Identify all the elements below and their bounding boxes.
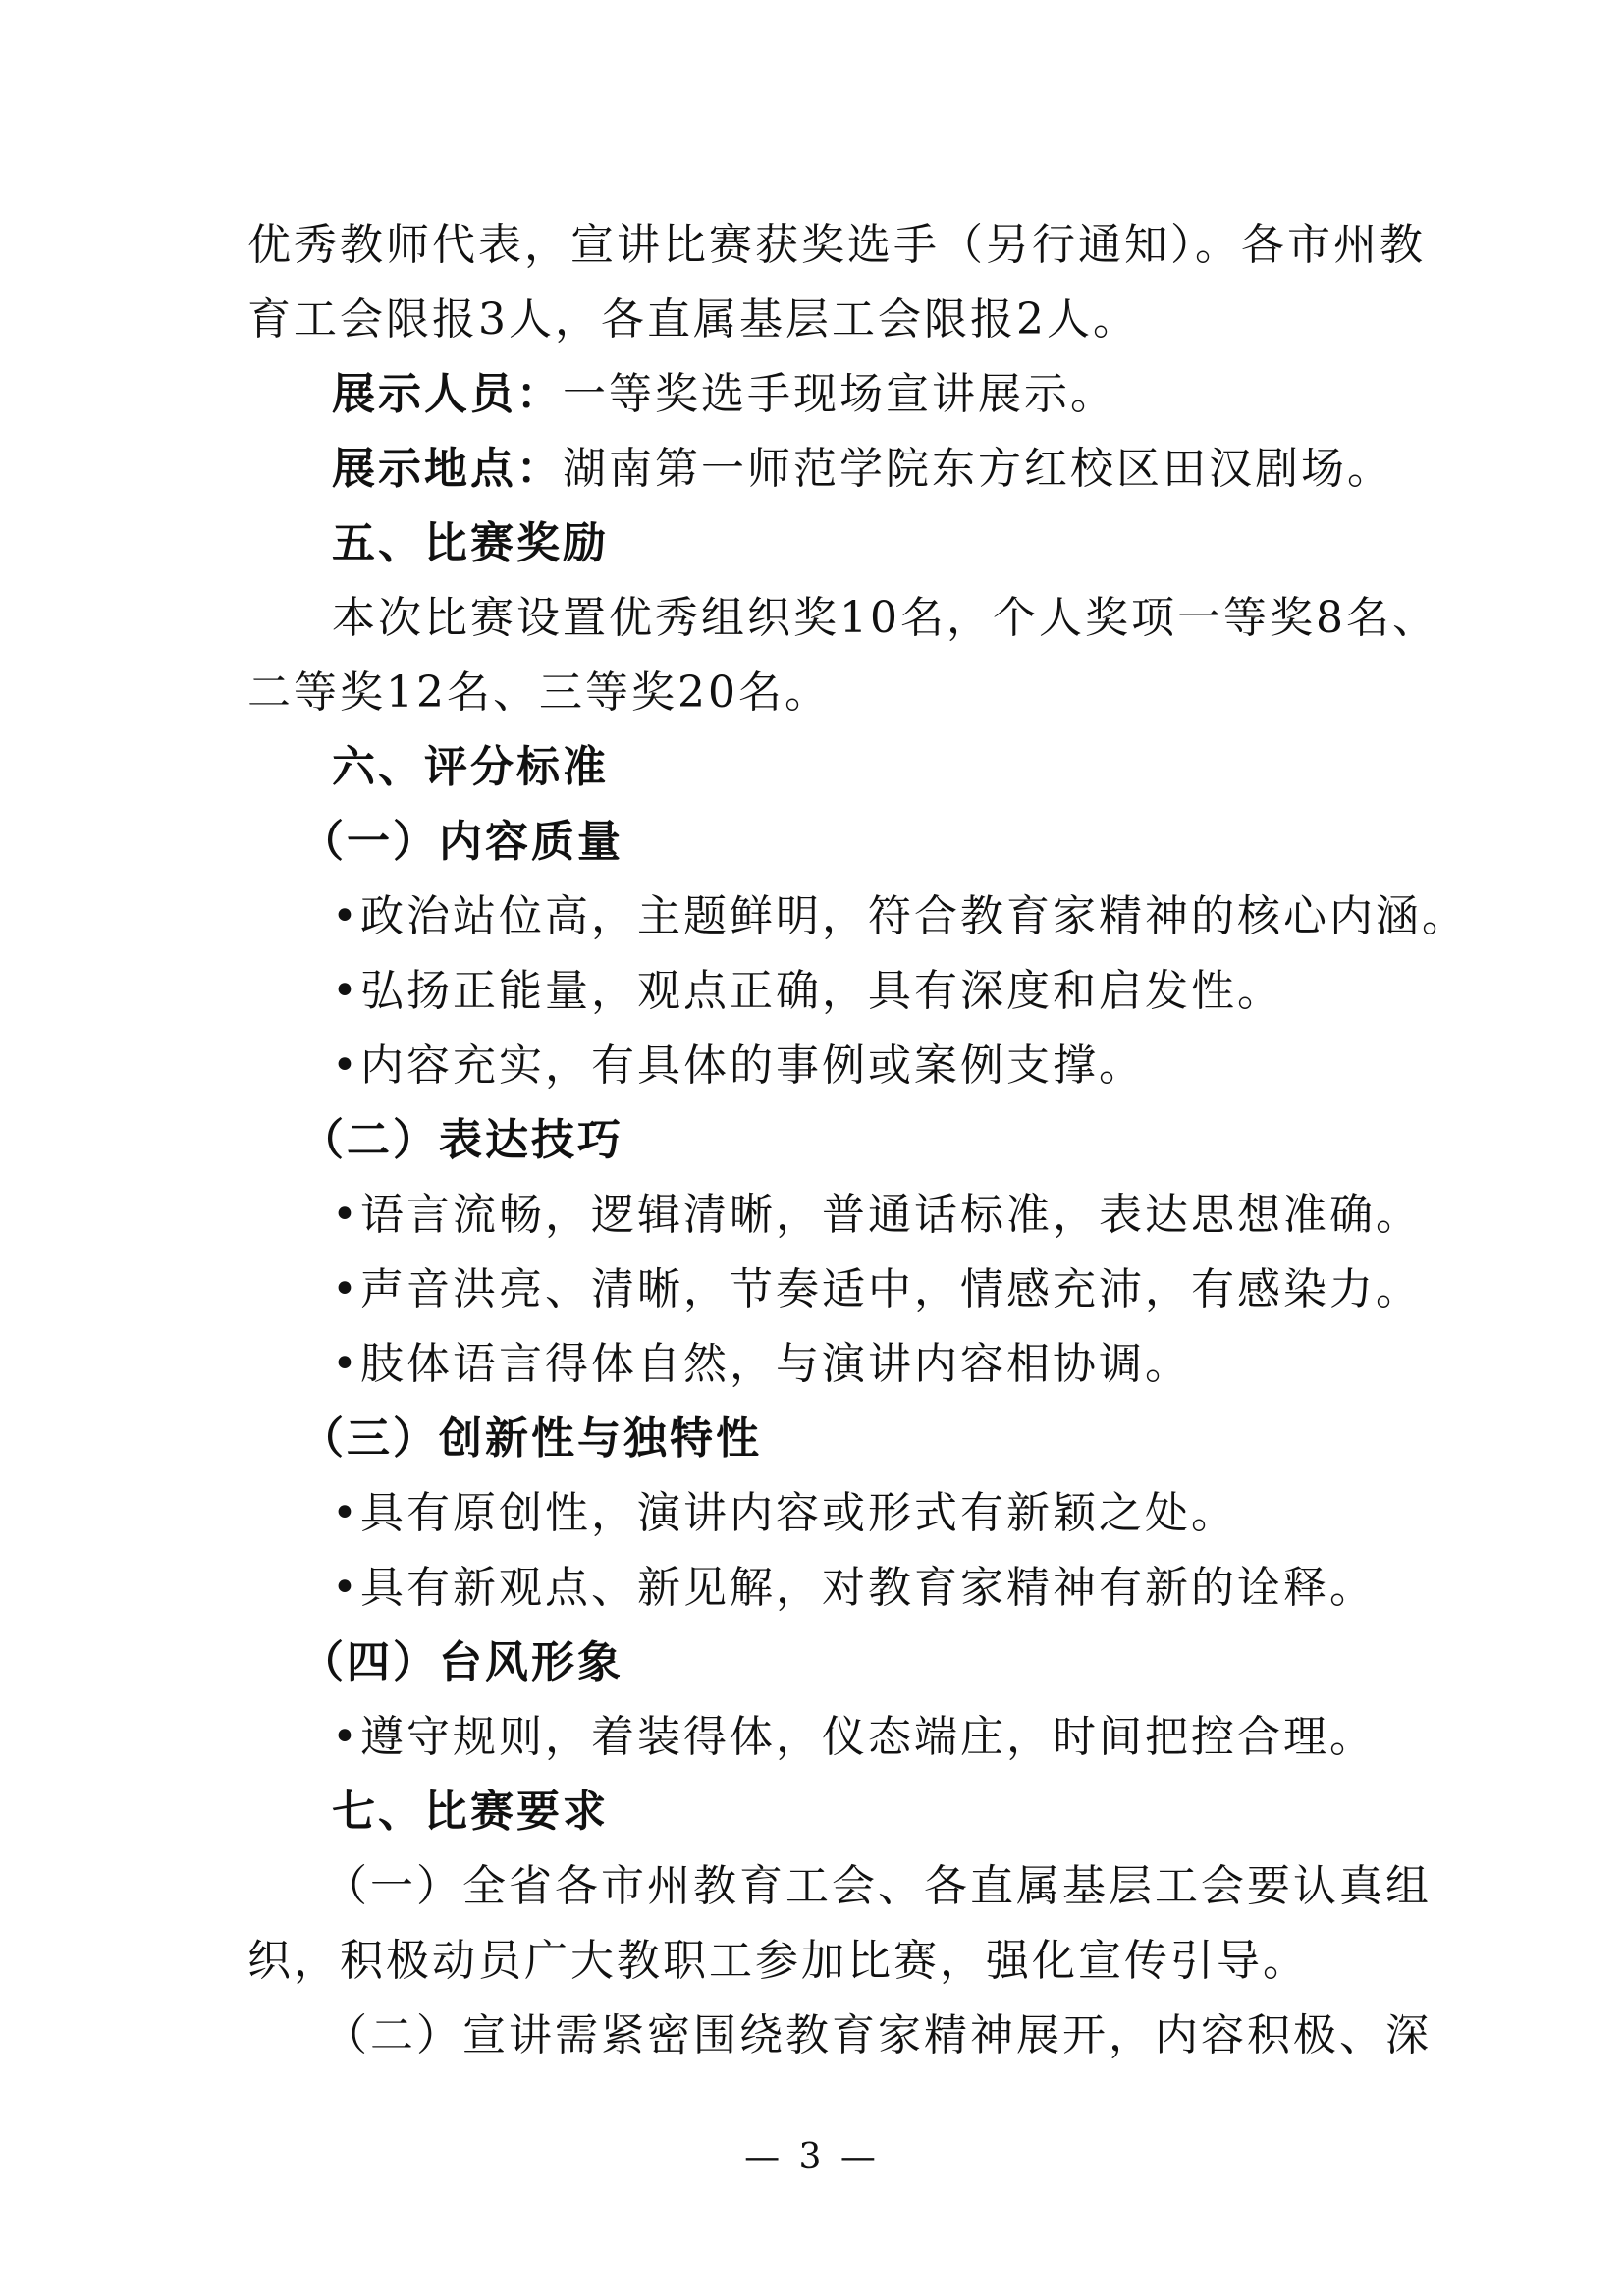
subheading-expression-skills: （二）表达技巧 xyxy=(300,1115,623,1165)
body-text-line: （二）宣讲需紧密围绕教育家精神展开，内容积极、深 xyxy=(324,2010,1432,2060)
section-heading-scoring: 六、评分标准 xyxy=(332,742,609,792)
bullet-item: •声音洪亮、清晰，节奏适中，情感充沛，有感染力。 xyxy=(332,1264,1422,1314)
bullet-item: •语言流畅，逻辑清晰，普通话标准，表达思想准确。 xyxy=(332,1190,1422,1240)
display-personnel-line xyxy=(0,357,1624,432)
subheading-stage-presence: （四）台风形象 xyxy=(300,1637,623,1687)
bullet-item: •肢体语言得体自然，与演讲内容相协调。 xyxy=(332,1339,1191,1389)
display-location-text: 湖南第一师范学院东方红校区田汉剧场。 xyxy=(563,444,1393,494)
bullet-item: •具有新观点、新见解，对教育家精神有新的诠释。 xyxy=(332,1563,1376,1613)
subheading-content-quality: （一）内容质量 xyxy=(300,817,623,867)
display-location-line xyxy=(0,432,1624,507)
bullet-item: •政治站位高，主题鲜明，符合教育家精神的核心内涵。 xyxy=(332,891,1468,941)
bullet-item: •具有原创性，演讲内容或形式有新颖之处。 xyxy=(332,1488,1237,1538)
bullet-item: •弘扬正能量，观点正确，具有深度和启发性。 xyxy=(332,966,1283,1016)
section-heading-requirements: 七、比赛要求 xyxy=(332,1787,609,1837)
body-text-line: 织，积极动员广大教职工参加比赛，强化宣传引导。 xyxy=(247,1936,1309,1986)
bullet-item: •遵守规则，着装得体，仪态端庄，时间把控合理。 xyxy=(332,1712,1376,1762)
display-personnel-text: 一等奖选手现场宣讲展示。 xyxy=(563,369,1116,419)
subheading-innovation: （三）创新性与独特性 xyxy=(300,1414,762,1464)
display-personnel-label: 展示人员： xyxy=(332,369,563,419)
body-text-line: 育工会限报3人，各直属基层工会限报2人。 xyxy=(247,294,1139,345)
body-text-line: 本次比赛设置优秀组织奖10名，个人奖项一等奖8名、 xyxy=(332,593,1438,643)
display-location-label: 展示地点： xyxy=(332,444,563,494)
bullet-item: •内容充实，有具体的事例或案例支撑。 xyxy=(332,1041,1145,1091)
body-text-line: 二等奖12名、三等奖20名。 xyxy=(247,667,831,718)
page-number: — 3 — xyxy=(744,2137,880,2177)
body-text-line: 优秀教师代表，宣讲比赛获奖选手（另行通知）。各市州教 xyxy=(247,220,1426,270)
section-heading-awards: 五、比赛奖励 xyxy=(332,518,609,568)
body-text-line: （一）全省各市州教育工会、各直属基层工会要认真组 xyxy=(324,1861,1432,1911)
